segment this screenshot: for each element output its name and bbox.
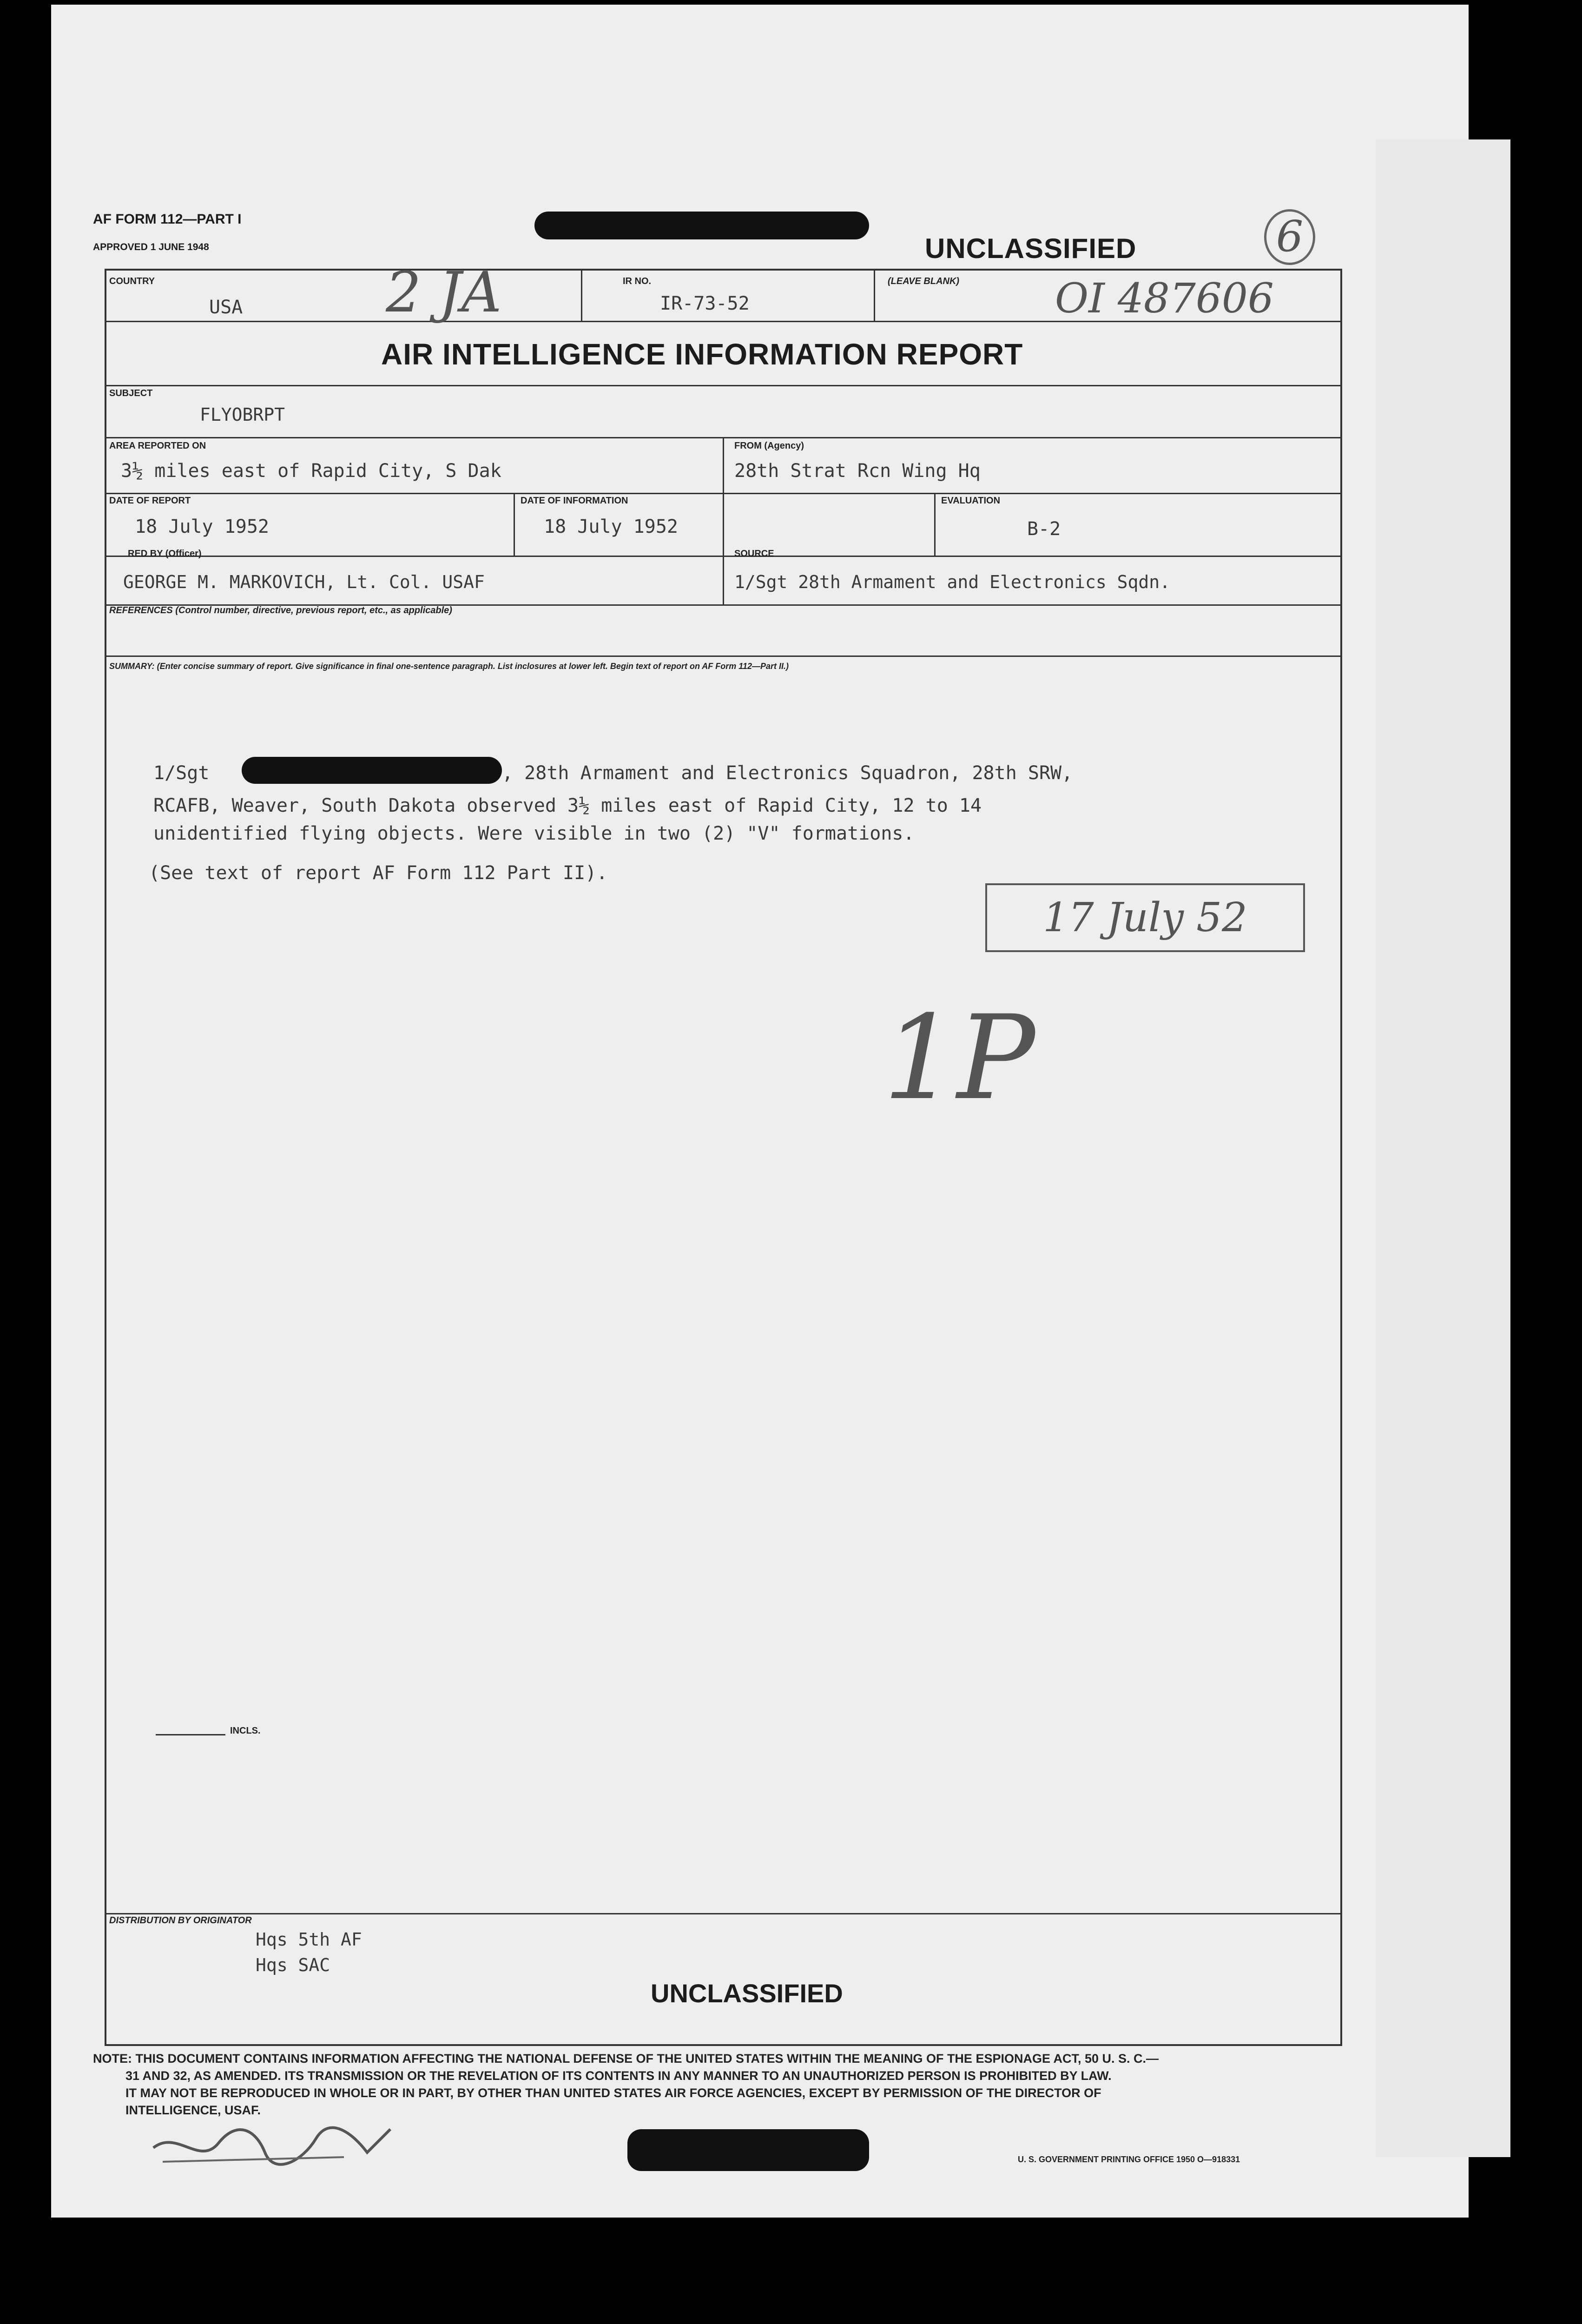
distribution-label: DISTRIBUTION BY ORIGINATOR (109, 1915, 252, 1926)
prepared-by-label: RED BY (Officer) (128, 549, 202, 559)
form-id: AF FORM 112—PART I (93, 212, 242, 227)
leave-blank-value: OI 487606 (1055, 274, 1274, 322)
signature (149, 2111, 409, 2176)
source-value: 1/Sgt 28th Armament and Electronics Sqdn. (734, 572, 1170, 592)
ir-no-label: IR NO. (623, 276, 652, 286)
notice-line-3: IT MAY NOT BE REPRODUCED IN WHOLE OR IN PART, BY OTHER THAN UNITED STATES AIR FORCE AGENCIES, EXCEPT BY PERMISSION OF THE DIRECTOR OF (125, 2086, 1101, 2100)
prepared-by-value: GEORGE M. MARKOVICH, Lt. Col. USAF (123, 572, 485, 592)
page-edge (1376, 139, 1510, 2157)
redaction-bottom (627, 2129, 869, 2171)
date-info-value: 18 July 1952 (544, 516, 678, 537)
date-info-label: DATE OF INFORMATION (521, 496, 628, 506)
summary-line-4: (See text of report AF Form 112 Part II). (149, 862, 608, 884)
date-report-value: 18 July 1952 (135, 516, 269, 537)
date-report-label: DATE OF REPORT (109, 496, 191, 506)
notice-line-4: INTELLIGENCE, USAF. (125, 2103, 261, 2117)
evaluation-label: EVALUATION (941, 496, 1001, 506)
from-label: FROM (Agency) (734, 441, 804, 451)
evaluation-value: B-2 (1027, 518, 1061, 540)
subject-label: SUBJECT (109, 388, 153, 398)
country-value: USA (209, 297, 243, 318)
source-label: SOURCE (734, 549, 774, 559)
ir-no-value: IR-73-52 (660, 293, 750, 314)
printing-office: U. S. GOVERNMENT PRINTING OFFICE 1950 O—918331 (1018, 2155, 1240, 2164)
report-title: AIR INTELLIGENCE INFORMATION REPORT (381, 338, 1023, 371)
inclosures-label: INCLS. (230, 1726, 261, 1736)
notice-line-1: NOTE: THIS DOCUMENT CONTAINS INFORMATION AFFECTING THE NATIONAL DEFENSE OF THE UNITED STATES WITHIN THE MEANING OF THE ESPIONAGE ACT, 50 U. S. C.— (93, 2052, 1159, 2066)
notice-line-2: 31 AND 32, AS AMENDED. ITS TRANSMISSION OR THE REVELATION OF ITS CONTENTS IN ANY MANNER TO AN UNAUTHORIZED PERSON IS PROHIBITED BY LAW. (125, 2069, 1112, 2083)
references-label: REFERENCES (Control number, directive, previous report, etc., as applicable) (109, 605, 452, 616)
date-stamp: 17 July 52 (985, 883, 1305, 952)
summary-line-2: RCAFB, Weaver, South Dakota observed 3½ miles east of Rapid City, 12 to 14 (153, 795, 982, 816)
country-label: COUNTRY (109, 276, 155, 286)
distribution-item: Hqs SAC (256, 1955, 330, 1975)
from-value: 28th Strat Rcn Wing Hq (734, 460, 981, 482)
distribution-item: Hqs 5th AF (256, 1929, 362, 1950)
classification-bottom: UNCLASSIFIED (651, 1979, 843, 2008)
approved-date: APPROVED 1 JUNE 1948 (93, 242, 209, 252)
area-value: 3½ miles east of Rapid City, S Dak (121, 460, 501, 482)
redaction-top-classification (534, 212, 869, 239)
circled-number: 6 (1264, 209, 1315, 265)
summary-line-3: unidentified flying objects. Were visible in two (2) "V" formations. (153, 823, 915, 844)
classification-top: UNCLASSIFIED (925, 233, 1137, 264)
handwritten-initials: 1P (883, 990, 1035, 1126)
leave-blank-label: (LEAVE BLANK) (888, 276, 960, 286)
area-label: AREA REPORTED ON (109, 441, 206, 451)
redaction-name (242, 757, 502, 784)
summary-line-1b: , 28th Armament and Electronics Squadron, 28th SRW, (502, 762, 1073, 784)
summary-label: SUMMARY: (Enter concise summary of report. Give significance in final one-sentence paragraph. List inclosures at lower left. Begin text of report on AF Form 112—Part II.) (109, 662, 789, 671)
subject-value: FLYOBRPT (200, 404, 285, 425)
summary-line-1a: 1/Sgt (153, 762, 210, 784)
handwritten-top: 2 JA (386, 260, 502, 325)
